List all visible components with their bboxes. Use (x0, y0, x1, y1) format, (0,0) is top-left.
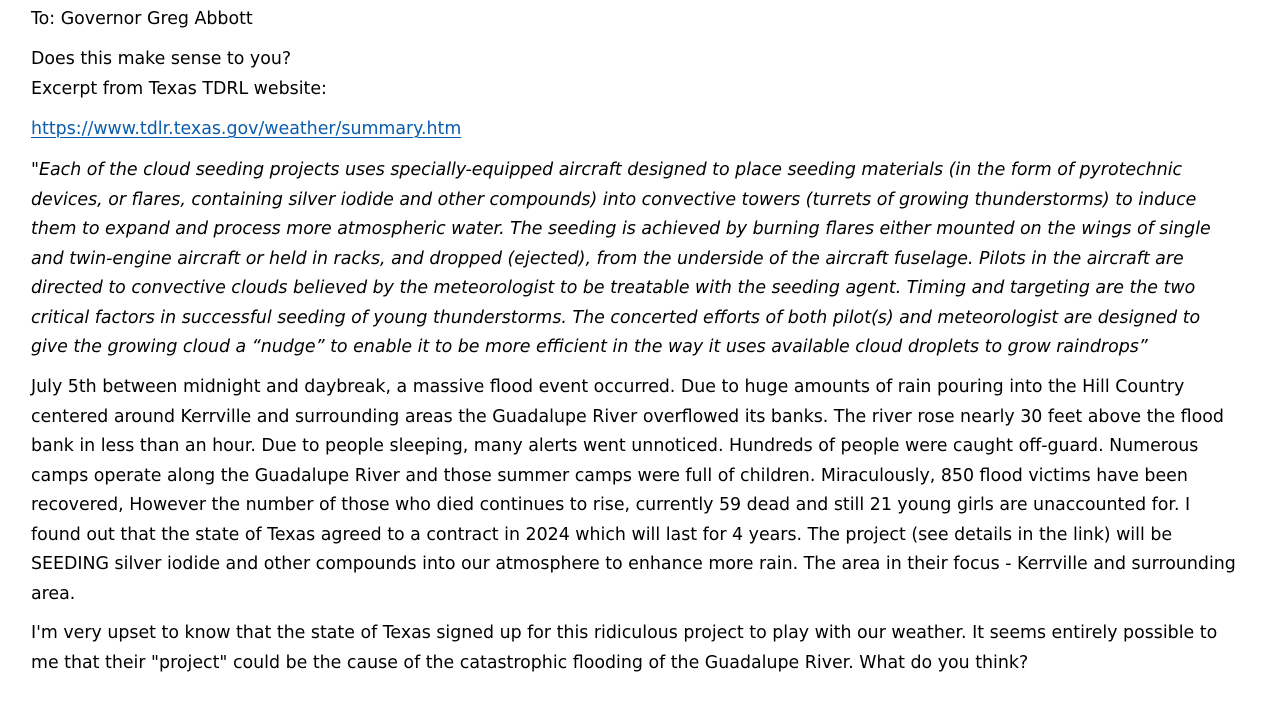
summary-link[interactable]: https://www.tdlr.texas.gov/weather/summary.htm (31, 119, 462, 139)
excerpt-intro-line: Excerpt from Texas TDRL website: (31, 79, 327, 99)
question-line: Does this make sense to you? (31, 49, 292, 69)
closing-paragraph: I'm very upset to know that the state of Texas signed up for this ridiculous project to play with our weather. It seems entirely possible to me that their "project" could be the cause of the catastrophic flooding of the Guadalupe River. What do you think? (31, 623, 1218, 673)
quoted-excerpt: "Each of the cloud seeding projects uses specially-equipped aircraft designed to place seeding materials (in the form of pyrotechnic devices, or flares, containing silver iodide and other compounds) into convective towers (turrets of growing thunderstorms) to induce them to expand and process more atmospheric water. The seeding is achieved by burning flares either mounted on the wings of single and twin-engine aircraft or held in racks, and dropped (ejected), from the underside of the aircraft fuselage. Pilots in the aircraft are directed to convective clouds believed by the meteorologist to be treatable with the seeding agent. Timing and targeting are the two critical factors in successful seeding of young thunderstorms. The concerted efforts of both pilot(s) and meteorologist are designed to give the growing cloud a “nudge” to enable it to be more efficient in the way it uses available cloud droplets to grow raindrops” (31, 160, 1211, 357)
flood-paragraph: July 5th between midnight and daybreak, a massive flood event occurred. Due to huge amounts of rain pouring into the Hill Country centered around Kerrville and surrounding areas the Guadalupe River overflowed its banks. The river rose nearly 30 feet above the flood bank in less than an hour. Due to people sleeping, many alerts went unnoticed. Hundreds of people were caught off-guard. Numerous camps operate along the Guadalupe River and those summer camps were full of children. Miraculously, 850 flood victims have been recovered, However the number of those who died continues to rise, currently 59 dead and still 21 young girls are unaccounted for. I found out that the state of Texas agreed to a contract in 2024 which will last for 4 years. The project (see details in the link) will be SEEDING silver iodide and other compounds into our atmosphere to enhance more rain. The area in their focus - Kerrville and surrounding area. (31, 377, 1236, 604)
recipient-line: To: Governor Greg Abbott (31, 9, 253, 29)
